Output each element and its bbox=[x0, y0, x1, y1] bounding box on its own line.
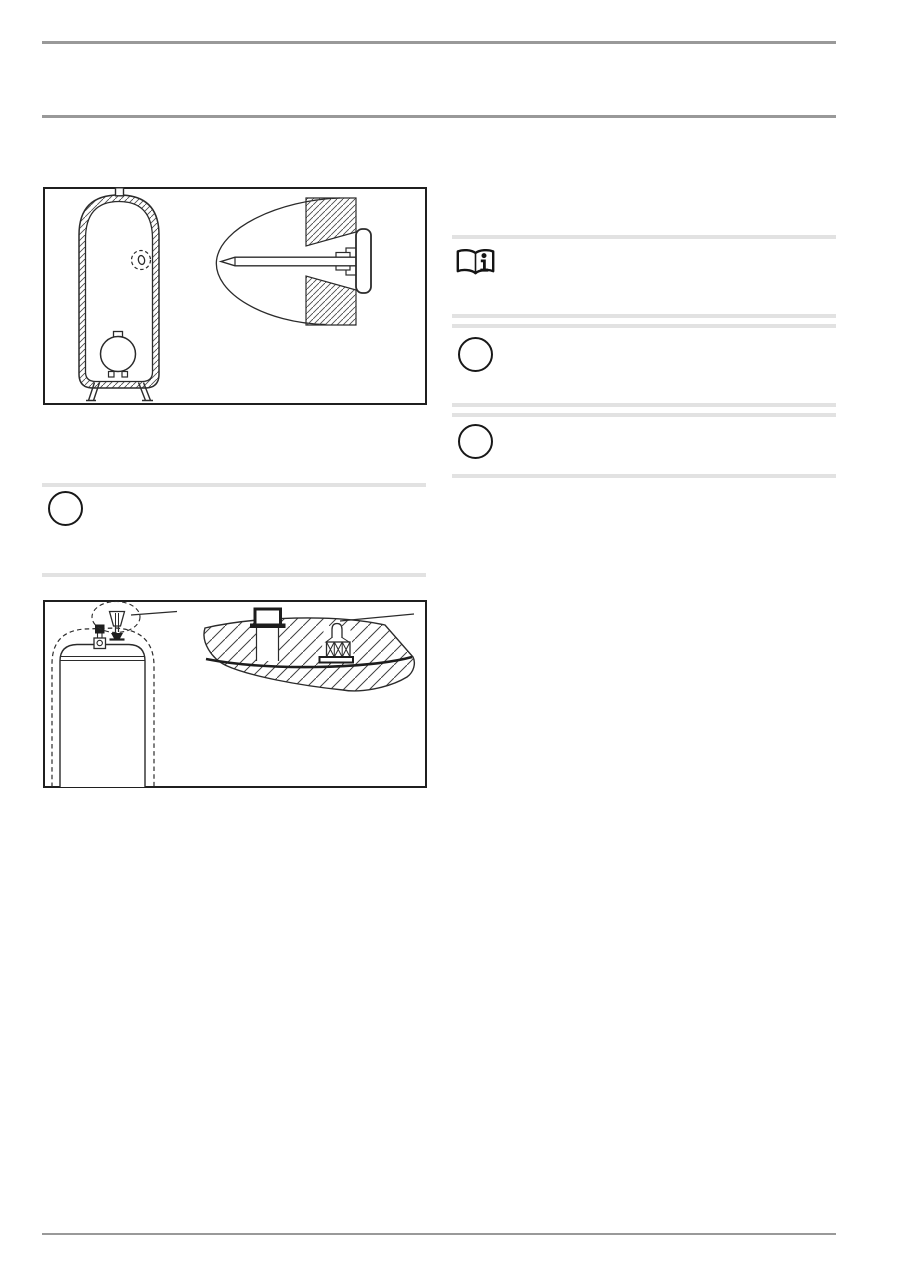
tank-front-view bbox=[79, 188, 159, 401]
step-note-1-bar-top bbox=[452, 324, 836, 328]
anode-head bbox=[110, 612, 125, 627]
tank-anode-location-drawing bbox=[43, 187, 427, 405]
step-note-2-badge bbox=[458, 424, 493, 459]
step-note-1-badge bbox=[458, 337, 493, 372]
figure-tank-top-anode bbox=[43, 600, 427, 788]
fitting-cap bbox=[255, 609, 281, 625]
leader-line-right bbox=[340, 614, 414, 621]
top-nipple bbox=[116, 188, 124, 196]
info-note-bar-bottom bbox=[452, 314, 836, 318]
leader-line-left bbox=[131, 612, 177, 616]
open-book-info-icon bbox=[455, 246, 496, 278]
tank-top-anode-drawing bbox=[43, 600, 427, 788]
note-number-badge bbox=[48, 491, 83, 526]
figure-tank-anode-location bbox=[43, 187, 427, 405]
outer-mounting-plate bbox=[356, 229, 371, 293]
note-bar-top-left bbox=[42, 483, 426, 487]
tank-top-outside-view bbox=[52, 602, 177, 788]
flange-circle bbox=[101, 337, 136, 372]
header-rule-bottom bbox=[42, 115, 836, 118]
note-bar-bottom-left bbox=[42, 573, 426, 577]
info-note-bar-top bbox=[452, 235, 836, 239]
insulation-section bbox=[204, 618, 414, 691]
step-note-1-bar-bottom bbox=[452, 403, 836, 407]
tank-top-cross-section bbox=[204, 609, 414, 691]
anode-cap-section bbox=[332, 624, 342, 639]
step-note-2-bar-top bbox=[452, 413, 836, 417]
anode-mounting-detail bbox=[216, 198, 371, 325]
step-note-2-bar-bottom bbox=[452, 474, 836, 478]
header-rule-top bbox=[42, 41, 836, 44]
footer-rule bbox=[42, 1233, 836, 1235]
anode-rod bbox=[221, 257, 359, 266]
